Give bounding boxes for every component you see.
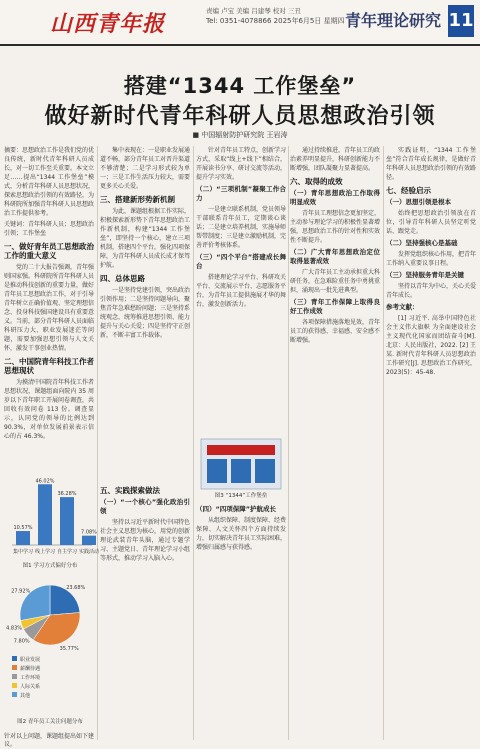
subheading: （二）坚持强核心是基础 xyxy=(386,239,458,247)
bar-category-label: 自主学习 xyxy=(56,549,78,555)
paragraph: 为此，课题组根据工作实际，积极探索新形势下青年思想政治工作新机制，构建“1344 工作堡垒”，即坚持一个核心，建立三项机制，搭建四个平台，强化四项保障，为青年科研人员成长成才保驾护航。 xyxy=(100,208,191,269)
legend-label: 工作环境 xyxy=(20,675,41,681)
paragraph: 坚持以习近平新时代中国特色社会主义思想为核心，用党的创新理论武装青年头脑，通过专题学习、主题党日、青年理论学习小组等形式，推动学习入脑入心。 xyxy=(100,519,191,562)
subheading: （一）青年思想政治工作取得明显成效 xyxy=(290,189,380,206)
bar-value-label: 36.28% xyxy=(57,491,77,498)
paragraph: 始终把思想政治引领放在首位，引导青年科研人员坚定听党话、跟党走。 xyxy=(386,210,476,235)
diagram-svg xyxy=(201,439,281,489)
legend-swatch xyxy=(12,665,17,670)
column-divider xyxy=(193,146,194,740)
legend-label: 薪酬待遇 xyxy=(20,666,41,672)
paragraph: 从组织保障、制度保障、经费保障、人文关怀四个方面持续发力，切实解决青年员工实际困难，增强归属感与获得感。 xyxy=(196,517,287,551)
bar-category-label: 线上学习 xyxy=(34,549,56,555)
diagram-image xyxy=(201,439,281,489)
column-1 xyxy=(4,146,94,464)
column-divider xyxy=(383,146,384,740)
article-author: ■ 中国辐射防护研究院 王岩涛 xyxy=(192,131,288,139)
references-title: 参考文献： xyxy=(386,303,419,311)
newspaper-logo: 山西青年报 xyxy=(50,11,166,37)
paragraph: 党的二十大报告强调，青年强则国家强。科研院所青年科研人员是推动科技创新的重要力量，做好青年员工思想政治工作，对于引导青年树立正确价值观、坚定理想信念、投身科技强国建设具有重要意义。当前，部分青年科研人员面临科研压力大、职业发展迷茫等问题，需要加强思想引领与人文关怀，激发干事创业热情。 xyxy=(4,264,95,352)
article-title-line1: 搭建“1344 工作堡垒” xyxy=(123,74,357,98)
spacer xyxy=(100,342,190,482)
paragraph: 青年员工理想信念更加坚定，主动参与理论学习的积极性显著增强，思想政治工作的针对性和实效性不断提升。 xyxy=(290,210,381,244)
column-3 xyxy=(196,146,286,436)
paragraph: 为摸清中国院青年科技工作者思想状况，课题组面向院内 35 周岁以下青年职工开展问卷调查，共回收有效问卷 113 份。调查显示，认同党的领导的比例达到 90.3%，对单位发展前景表示信心的占 46.3%。 xyxy=(4,379,95,440)
heading-2: 二、中国院青年科技工作者思想现状 xyxy=(4,357,94,375)
legend-swatch xyxy=(12,656,17,661)
pie-slice-label: 23.68% xyxy=(66,585,86,592)
editor-line: 责编 卢宝 美编 吕建琴 校对 三丑 xyxy=(206,7,301,15)
pie-slice-label: 4.83% xyxy=(6,625,23,632)
pie-slice-label: 27.92% xyxy=(11,588,31,595)
column-1-bottom: 针对以上问题，课题组提出如下建议。 xyxy=(4,733,95,748)
bar xyxy=(82,536,96,545)
subheading: （四）“四项保障”护航成长 xyxy=(196,505,277,513)
bar-category-label: 集中学习 xyxy=(12,549,34,555)
diagram-caption: 图3 “1344”工作堡垒 xyxy=(214,493,268,499)
paragraph: 实践证明，“1344 工作堡垒”符合青年成长规律，是做好青年科研人员思想政治引领的有效路径。 xyxy=(386,147,477,181)
bar-chart-caption: 图1 学习方式偏好分布 xyxy=(22,563,78,569)
paragraph: 一是坚持党建引领，突出政治引领作用；二是坚持问题导向，聚焦青年急难愁盼问题；三是坚持系统观念，统筹推进思想引领、能力提升与关心关爱；四是坚持守正创新，不断丰富工作载体。 xyxy=(100,287,191,339)
legend-label: 职业发展 xyxy=(20,657,41,663)
pie-slice-label: 35.77% xyxy=(59,645,79,652)
heading-5: 五、实践探索做法 xyxy=(100,486,160,495)
column-4 xyxy=(290,146,380,740)
masthead xyxy=(0,0,480,46)
legend-label: 其他 xyxy=(20,693,31,699)
heading-3: 三、搭建新形势新机制 xyxy=(100,195,175,204)
bar xyxy=(60,497,74,545)
subheading: （一）“一个核心”强化政治引领 xyxy=(100,498,190,515)
bar xyxy=(16,531,30,545)
pie-chart-caption: 图2 青年员工关注问题分布 xyxy=(17,719,83,725)
pie-chart-svg xyxy=(6,573,94,713)
section-title: 青年理论研究 xyxy=(345,11,442,30)
bar xyxy=(38,484,52,545)
legend-swatch xyxy=(12,674,17,679)
column-divider xyxy=(288,146,289,740)
paragraph: 针对青年员工特点，创新学习方式，采取“线上+线下”相结合，开展读书分享、研讨交流等活动，提升学习实效。 xyxy=(196,147,287,181)
heading-7: 七、经验启示 xyxy=(386,186,431,195)
abstract: 摘要：思想政治工作是我们党的优良传统，新时代青年科研人员成长，对一切工作至关重要。本文立足……提出“1344 工作堡垒”模式，分析青年科研人员思想状况，探索思想政治引领的有效路径，为科研院所加强青年科研人员思想政治工作提供参考。 xyxy=(4,147,95,217)
keywords: 关键词：青年科研人员；思想政治引领；工作堡垒 xyxy=(4,221,95,237)
paragraph: 各项保障措施落地见效，青年员工的获得感、幸福感、安全感不断增强。 xyxy=(290,319,381,344)
bar-category-label: 实践活动 xyxy=(78,549,100,555)
legend-swatch xyxy=(12,692,17,697)
column-2 xyxy=(100,146,190,740)
pie-slice-label: 7.80% xyxy=(13,638,30,645)
paragraph: 广大青年员工主动承担重大科研任务，在急难险重任务中勇挑重担，涌现出一批先进典型。 xyxy=(290,269,381,294)
heading-4: 四、总体思路 xyxy=(100,274,145,283)
subheading: （一）思想引领是根本 xyxy=(386,198,451,206)
legend-label: 人际关系 xyxy=(20,684,41,690)
subheading: （三）“四个平台”搭建成长舞台 xyxy=(196,253,286,270)
bar-value-label: 10.57% xyxy=(13,525,33,532)
paragraph: 发挥党组织核心作用，把青年工作纳入重要议事日程。 xyxy=(386,251,477,267)
legend-swatch xyxy=(12,683,17,688)
paragraph: 通过持续推进，青年员工的政治素养明显提升，科研创新能力不断增强，团队凝聚力显著提高。 xyxy=(290,147,381,172)
subheading: （二）广大青年思想政治定位取得显著成效 xyxy=(290,248,380,265)
paragraph: 一是建立联系机制，党员领导干部联系青年员工，定期谈心谈话；二是建立培养机制，实施导师帮带制度；三是建立激励机制，完善评价考核体系。 xyxy=(196,206,287,249)
issue-meta xyxy=(206,6,345,26)
paragraph: 坚持以青年为中心，关心关爱青年成长。 xyxy=(386,283,477,299)
subheading: （二）“三项机制”凝聚工作合力 xyxy=(196,185,286,202)
bar-value-label: 46.02% xyxy=(35,478,55,485)
subheading: （三）坚持服务青年是关键 xyxy=(386,271,464,279)
heading-1: 一、做好青年员工思想政治工作的重大意义 xyxy=(4,242,94,260)
page-number: 11 xyxy=(448,5,474,37)
column-5 xyxy=(386,146,476,740)
article-title-line2: 做好新时代青年科研人员思想政治引领 xyxy=(44,104,436,129)
bar-chart-svg xyxy=(6,465,100,557)
bar-chart xyxy=(6,465,100,569)
pie-chart xyxy=(6,573,94,731)
column-divider xyxy=(97,146,98,740)
date-line: Tel: 0351-4078866 2025年6月5日 星期四 xyxy=(206,17,345,25)
paragraph: 搭建理论学习平台、科研攻关平台、交流展示平台、志愿服务平台，为青年员工提供施展才华的舞台，激发创新活力。 xyxy=(196,274,287,308)
heading-6: 六、取得的成效 xyxy=(290,177,343,186)
references: [1] 习近平. 高举中国特色社会主义伟大旗帜 为全面建设社会主义现代化国家而团结奋斗[M]. 北京：人民出版社，2022. [2] 王某. 新时代青年科研人员思想政治工作研究[J]. 思想政治工作研究，2023(5)：45-48. xyxy=(386,315,476,376)
subheading: （三）青年工作保障上取得良好工作成效 xyxy=(290,298,380,315)
paragraph: 集中表现在：一是职业发展通道不畅，部分青年员工对晋升渠道不够清楚；二是学习形式较为单一；三是工作生活压力较大，需要更多关心关爱。 xyxy=(100,147,191,190)
column-3-lower xyxy=(196,502,286,740)
bar-value-label: 7.08% xyxy=(81,529,97,536)
